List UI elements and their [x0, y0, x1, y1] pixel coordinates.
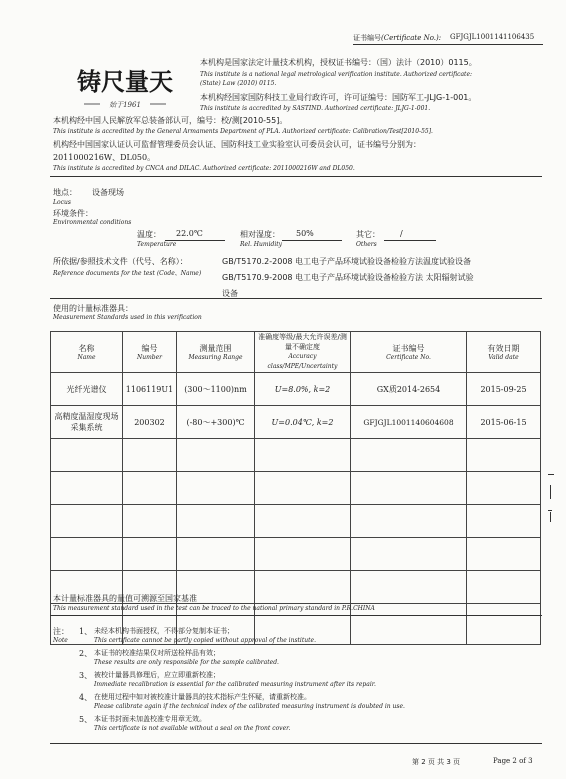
inst-line4-cn1: 机构经中国国家认证认可监督管理委员会认证、国防科技工业实验室认可委员会认可，证书编号分别为： — [53, 140, 421, 149]
logo-text: 铸尺量天 — [77, 68, 173, 96]
locus-label: 地点： — [53, 188, 77, 197]
note-item-en: These results are only responsible for the sample calibrated. — [94, 659, 279, 666]
note-item: 本证书的校准结果仅对所送检样品有效； — [94, 649, 220, 657]
note-label-en: Note — [53, 637, 68, 644]
note-item: 在使用过程中如对被校准计量器具的技术指标产生怀疑，请重新校准。 — [94, 693, 311, 701]
hum-underline — [282, 240, 342, 241]
col-header-date: 有效日期 Valid date — [467, 332, 541, 373]
page-number-cn: 第 2 页 共 3 页 — [412, 758, 461, 766]
binding-mark — [550, 485, 551, 499]
cell-name: 光纤光谱仪 — [51, 373, 123, 406]
others-underline — [384, 240, 436, 241]
note-item: 本证书封面未加盖校准专用章无效。 — [94, 715, 206, 723]
note-item-en: This certificate is not available without a seal on the front cover. — [94, 725, 291, 732]
table-row — [51, 406, 541, 439]
hum-label: 相对湿度： — [240, 230, 280, 239]
ref-divider — [50, 298, 542, 299]
locus-label-en: Locus — [53, 199, 71, 206]
ref-label: 所依据/参照技术文件（代号、名称）： — [53, 257, 188, 266]
inst-line1-en2: (State) Law (2010) 0115. — [200, 80, 277, 87]
binding-mark — [550, 512, 551, 522]
standards-label: 使用的计量标准器具： — [53, 304, 133, 313]
inst-line2-en: This institute is accredited by SASTIND. Authorized certificate: JLJG-1-001. — [200, 105, 431, 112]
cert-number-value: GFJGJL1001141106435 — [450, 33, 535, 41]
inst-line1-en1: This institute is a national legal metrological verification institute. Authorized certificate: — [200, 71, 473, 78]
note-item-en: This certificate cannot be partly copied without approval of the institute. — [94, 637, 316, 644]
col-header-number: 编号 Number — [123, 332, 177, 373]
cell-number: 200302 — [123, 406, 177, 439]
cell-accuracy: U=8.0%, k=2 — [255, 373, 351, 406]
col-header-accuracy: 准确度等级/最大允许误差/测量不确定度 Accuracy class/MPE/Uncertainty — [255, 332, 351, 373]
temp-value: 22.0℃ — [176, 229, 203, 238]
col-header-cert: 证书编号 Certificate No. — [351, 332, 467, 373]
locus-value: 设备现场 — [92, 188, 124, 197]
traceable-cn: 本计量标准器具的量值可溯源至国家基准 — [53, 594, 197, 603]
cell-date: 2015-09-25 — [467, 373, 541, 406]
table-row — [51, 373, 541, 406]
cell-range: (-80～+300)℃ — [177, 406, 255, 439]
cert-number-label: 证书编号(Certificate No.): — [353, 34, 442, 42]
note-item-en: Immediate recalibration is essential for the calibrated measuring instrument after its repair. — [94, 681, 376, 688]
cell-cert: GX质2014-2654 — [351, 373, 467, 406]
inst-line4-en: This institute is accredited by CNCA and DILAC. Authorized certificate: 2011000216W and DL050. — [53, 165, 355, 172]
page-number-en: Page 2 of 3 — [493, 757, 533, 765]
hum-label-en: Rel. Humidity — [240, 241, 283, 248]
cell-number: 1106119U1 — [123, 373, 177, 406]
note-label: 注： — [53, 627, 69, 636]
others-label: 其它： — [356, 230, 380, 239]
ref-label-en: Reference documents for the test (Code、Name) — [53, 270, 202, 277]
ref-doc-line1: GB/T5170.2-2008 电工电子产品环境试验设备检验方法温度试验设备 — [222, 257, 472, 266]
inst-line4-cn2: 2011000216W、DL050。 — [53, 153, 156, 162]
binding-mark — [548, 474, 554, 475]
cell-accuracy: U=0.04℃, k=2 — [255, 406, 351, 439]
cert-number-rule — [353, 44, 543, 45]
hum-value: 50% — [296, 229, 314, 238]
ref-doc-line2: GB/T5170.9-2008 电工电子产品环境试验设备检验方法 太阳辐射试验 — [222, 273, 474, 282]
traceable-en: This measurement standard used in the test can be traced to the national primary standard in P.R.CHINA — [53, 605, 375, 612]
note-item: 被校计量器具修理后，应立即重新校准； — [94, 671, 220, 679]
temp-label: 温度： — [137, 230, 161, 239]
note-item-en: Please calibrate again if the technical index of the calibrated measuring instrument is doubted in use. — [94, 703, 405, 710]
ref-doc-line3: 设备 — [222, 289, 238, 298]
inst-line3-en: This institute is accredited by the General Armaments Department of PLA. Authorized certificate: Calibration/Test[2010-55]. — [53, 128, 433, 135]
logo-since: 始于1961 — [109, 101, 141, 109]
certificate-page: 证书编号(Certificate No.): GFJGJL1001141106435 铸尺量天 始于1961 本机构是国家法定计量技术机构，授权证书编号：（国）法计（2010）0115。 This institute is a national legal metrological verification institute. Authorized certificate: (State) Law (2010) 0115. 本机构经国家国防科技工业局行政许可，许可证编号：国防军工-JLJG-1-001。 This institute is accredited by SASTIND. Authorized certificate: JLJG-1-001. 本机构经中国人民解放军总装备部认可，编号：校/测[2010-55]。 This institute is accredited by the General Armaments Department of PLA. Authorized certificate: Calibration/Test[2010-55]. 机构经中国国家认证认可监督管理委员会认证、国防科技工业实验室认可委员会认可，证书编号分别为： 2011000216W、DL050。 This institute is accredited by CNCA and DILAC. Authorized certificate: 2011000216W and DL050. 地点： Locus 设备现场 环境条件： Environmental conditions 温度： 22.0℃ Temperature 相对湿度： 50% Rel. Humidity 其它： / Others 所依据/参照技术文件（代号、名称）： Reference documents for the test (Code、Name) GB/T5170.2-2008 电工电子产品环境试验设备检验方法温度试验设备 GB/T5170.9-2008 电工电子产品环境试验设备检验方法 太阳辐射试验 设备 使用的计量标准器具： Measurement Standards used in this verification 名称 Name 编号 Number 测量范围 Measuring Range 准确度等级/最大允许误差/测量不确定度 Accuracy class/MPE/Uncertainty 证书编号 Certificate No. 有效日期 Valid date 光纤光谱仪 1106119U1 (300～1100)nm U=8.0%, k=2 GX质2014-2654 2015-09-25 高精度温湿度现场采集系统 200302 (-80～+300)℃ U=0.04℃, k=2 GFJGJL1001140604608 2015-06-15 本计量标准器具的量值可溯源至国家基准 This measurement standard used in the test can be traced to the national primary standard in P.R.CHINA 注： Note 1、 未经本机构书面授权，不得部分复制本证书； This certificate cannot be partly copied without approval of the institute. 2、 本证书的校准结果仅对所送检样品有效； These results are only responsible for the sample calibrated. 3、 被校计量器具修理后，应立即重新校准； Immediate recalibration is essential for the calibrated measuring instrument after its repair. 4、 在使用过程中如对被校准计量器具的技术指标产生怀疑，请重新校准。 Please calibrate again if the technical index of the calibrated measuring instrument is doubted in use. 5、 本证书封面未加盖校准专用章无效。 This certificate is not available without a seal on the front cover. 第 2 页 共 3 页 Page 2 of 3 — [0, 0, 566, 779]
cell-cert: GFJGJL1001140604608 — [351, 406, 467, 439]
col-header-name: 名称 Name — [51, 332, 123, 373]
others-value: / — [400, 229, 403, 238]
col-header-range: 测量范围 Measuring Range — [177, 332, 255, 373]
table-row-empty — [51, 439, 541, 472]
standards-label-en: Measurement Standards used in this verification — [53, 314, 202, 321]
env-label: 环境条件： — [53, 209, 93, 218]
inst-line2-cn: 本机构经国家国防科技工业局行政许可，许可证编号：国防军工-JLJG-1-001。 — [200, 93, 477, 102]
binding-mark — [548, 510, 552, 511]
table-row-empty — [51, 538, 541, 571]
table-row-empty — [51, 472, 541, 505]
trace-divider — [50, 615, 542, 616]
table-row-empty — [51, 505, 541, 538]
table-header-row — [51, 332, 541, 373]
temp-label-en: Temperature — [137, 241, 177, 248]
footer-divider — [50, 743, 542, 744]
others-label-en: Others — [356, 241, 377, 248]
inst-line1-cn: 本机构是国家法定计量技术机构，授权证书编号：（国）法计（2010）0115。 — [200, 58, 477, 67]
note-item: 未经本机构书面授权，不得部分复制本证书； — [94, 627, 234, 635]
env-label-en: Environmental conditions — [53, 219, 132, 226]
inst-line3-cn: 本机构经中国人民解放军总装备部认可，编号：校/测[2010-55]。 — [53, 116, 288, 125]
cell-name: 高精度温湿度现场采集系统 — [51, 406, 123, 439]
logo — [70, 60, 180, 114]
cell-date: 2015-06-15 — [467, 406, 541, 439]
header-divider — [50, 176, 542, 177]
cell-range: (300～1100)nm — [177, 373, 255, 406]
